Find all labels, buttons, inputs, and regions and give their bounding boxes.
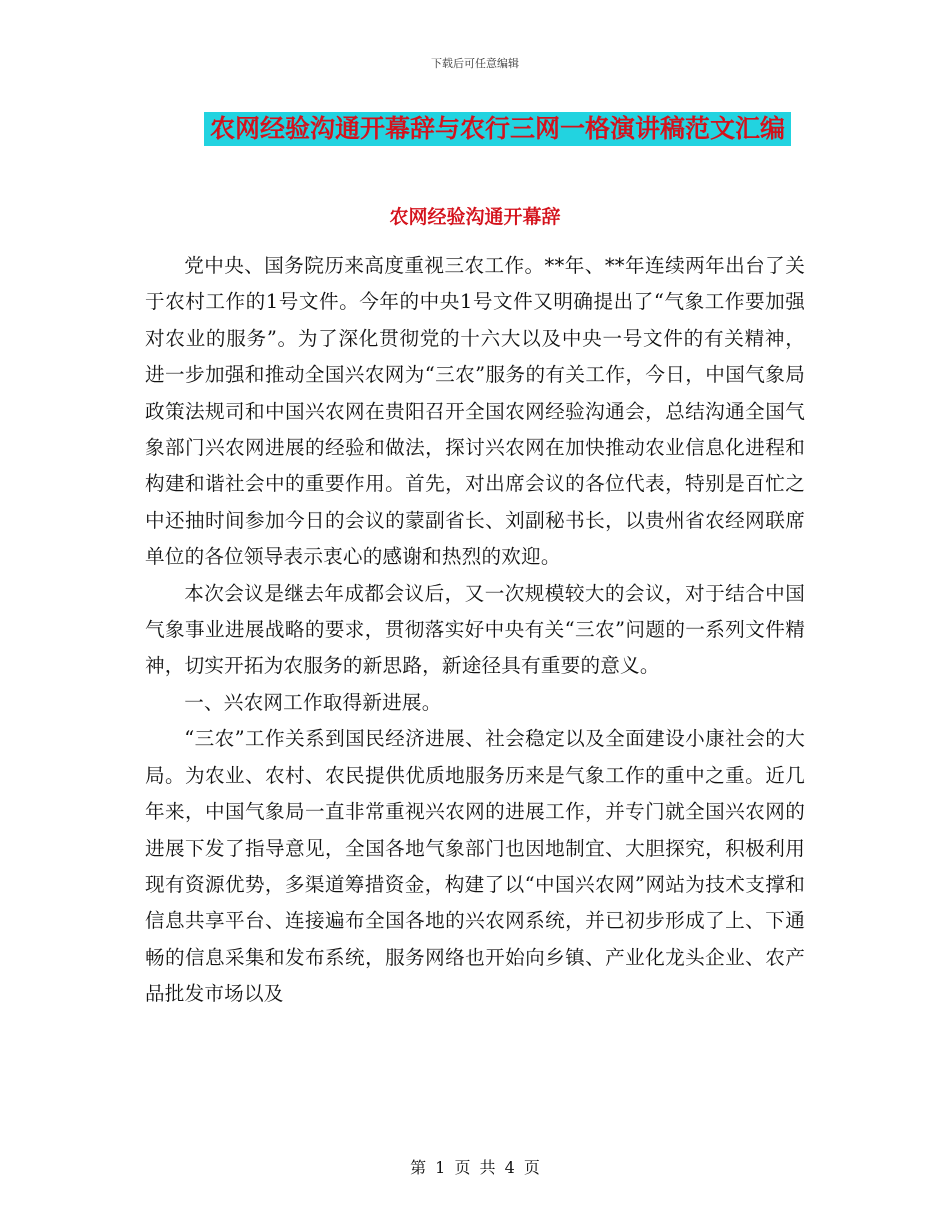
header-note: 下载后可任意编辑 bbox=[431, 57, 519, 70]
paragraph: 本次会议是继去年成都会议后，又一次规模较大的会议，对于结合中国气象事业进展战略的要求，贯彻落实好中央有关“三农”问题的一系列文件精神，切实开拓为农服务的新思路，新途径具有重要的意义。 bbox=[145, 581, 805, 678]
document-title: 农网经验沟通开幕辞与农行三网一格演讲稿范文汇编 bbox=[204, 112, 791, 146]
page-number: 第 1 页 共 4 页 bbox=[410, 1158, 540, 1177]
document-body bbox=[145, 248, 805, 1013]
document-title-container bbox=[0, 112, 950, 146]
paragraph-heading: 一、兴农网工作取得新进展。 bbox=[184, 690, 442, 714]
section-title: 农网经验沟通开幕辞 bbox=[389, 206, 561, 228]
paragraph: “三农”工作关系到国民经济进展、社会稳定以及全面建设小康社会的大局。为农业、农村、农民提供优质地服务历来是气象工作的重中之重。近几年来，中国气象局一直非常重视兴农网的进展工作，并专门就全国兴农网的进展下发了指导意见，全国各地气象部门也因地制宜、大胆探究，积极利用现有资源优势，多渠道筹措资金，构建了以“中国兴农网”网站为技术支撑和信息共享平台、连接遍布全国各地的兴农网系统，并已初步形成了上、下通畅的信息采集和发布系统，服务网络也开始向乡镇、产业化龙头企业、农产品批发市场以及 bbox=[145, 727, 805, 1006]
paragraph: 党中央、国务院历来高度重视三农工作。**年、**年连续两年出台了关于农村工作的1号文件。今年的中央1号文件又明确提出了“气象工作要加强对农业的服务”。为了深化贯彻党的十六大以及中央一号文件的有关精神，进一步加强和推动全国兴农网为“三农”服务的有关工作，今日，中国气象局政策法规司和中国兴农网在贵阳召开全国农网经验沟通会，总结沟通全国气象部门兴农网进展的经验和做法，探讨兴农网在加快推动农业信息化进程和构建和谐社会中的重要作用。首先，对出席会议的各位代表，特别是百忙之中还抽时间参加今日的会议的蒙副省长、刘副秘书长，以贵州省农经网联席单位的各位领导表示衷心的感谢和热烈的欢迎。 bbox=[145, 254, 805, 569]
